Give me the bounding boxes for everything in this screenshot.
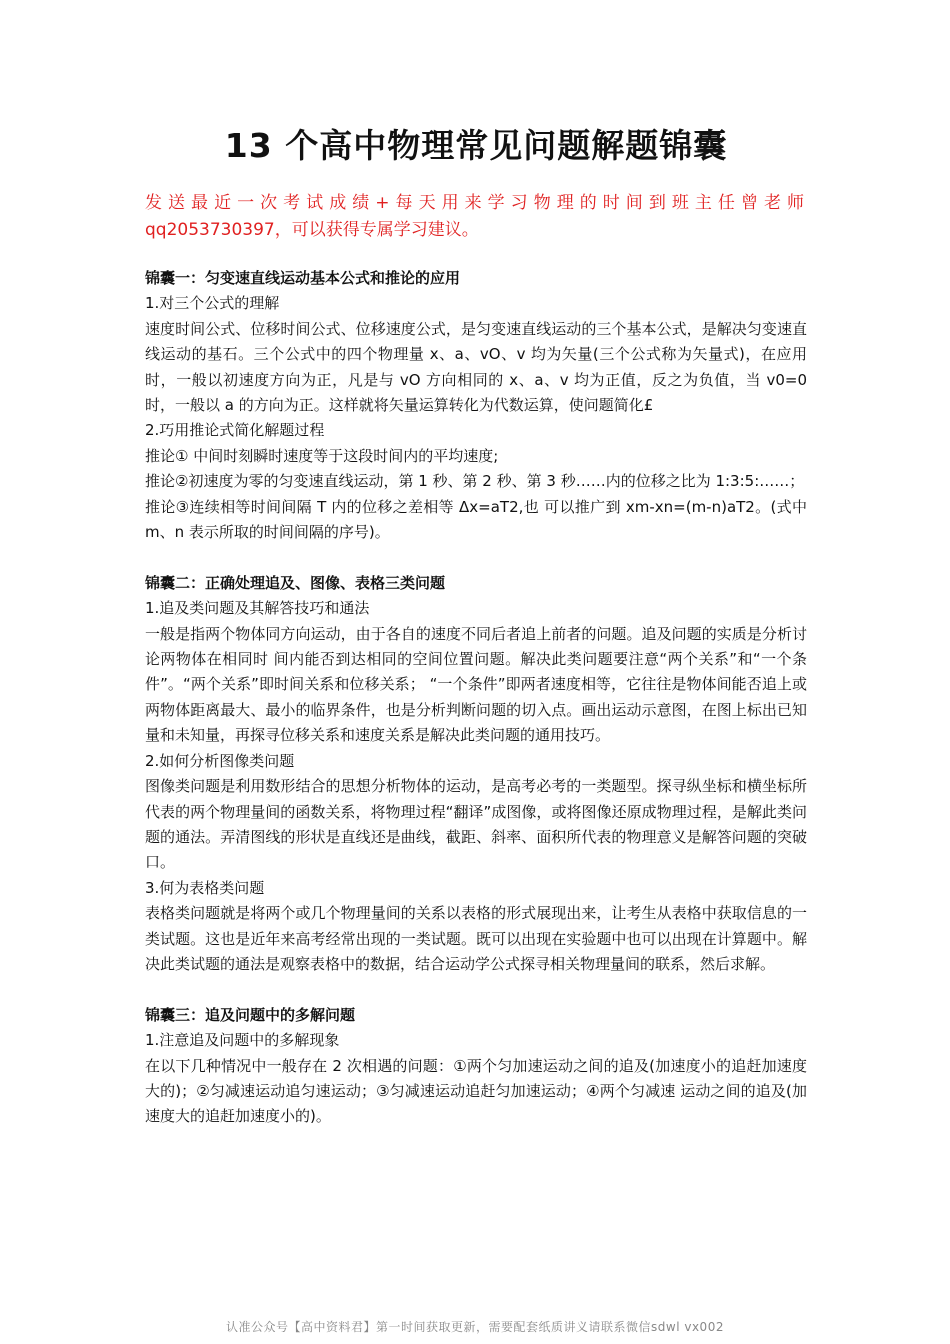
section3-para1: 在以下几种情况中一般存在 2 次相遇的问题：①两个匀加速运动之间的追及(加速度小的追赶加速度大的)；②匀减速运动追匀速运动；③匀减速运动追赶匀加速运动；④两个匀减速 运动之间的追及(加速度大的追赶加速度小的)。 <box>145 1056 807 1126</box>
notice-line-1: 发送最近一次考试成绩+每天用来学习物理的时间到班主任曾老师 <box>145 193 807 213</box>
section1-para1: 速度时间公式、位移时间公式、位移速度公式，是匀变速直线运动的三个基本公式，是解决匀变速直线运动的基石。三个公式中的四个物理量 x、a、vO、v 均为矢量(三个公式称为矢量式)，在应用时，一般以初速度方向为正，凡是与 vO 方向相同的 x、a、v 均为正值，反之为负值，当 v0=0 时，一般以 a 的方向为正。这样就将矢量运算转化为代数运算，使问题简化£ <box>145 319 807 415</box>
section3-heading: 锦囊三：追及问题中的多解问题 <box>145 1005 356 1024</box>
section2-sub3: 3.何为表格类问题 <box>145 878 265 897</box>
section2-sub2: 2.如何分析图像类问题 <box>145 751 295 770</box>
document-body <box>145 266 807 1130</box>
section1-infer3: 推论③连续相等时间间隔 T 内的位移之差相等 Δx=aT2,也 可以推广到 xm-xn=(m-n)aT2。(式中 m、n 表示所取的时间间隔的序号)。 <box>145 497 807 542</box>
section2-para2: 图像类问题是利用数形结合的思想分析物体的运动，是高考必考的一类题型。探寻纵坐标和横坐标所代表的两个物理量间的函数关系，将物理过程“翻译”成图像，或将图像还原成物理过程，是解此类问题的通法。弄清图线的形状是直线还是曲线，截距、斜率、面积所代表的物理意义是解答问题的突破口。 <box>145 777 807 872</box>
notice-line-2: qq2053730397，可以获得专属学习建议。 <box>145 220 479 240</box>
document-title: 13 个高中物理常见问题解题锦囊 <box>224 126 728 165</box>
page-footer: 认准公众号【高中资料君】第一时间获取更新，需要配套纸质讲义请联系微信sdwl vx002 <box>226 1320 724 1334</box>
spacer <box>145 545 807 570</box>
section2-para1: 一般是指两个物体同方向运动，由于各自的速度不同后者追上前者的问题。追及问题的实质是分析讨论两物体在相同时 间内能否到达相同的空间位置问题。解决此类问题要注意“两个关系”和“一个条件”。“两个关系”即时间关系和位移关系； “一个条件”即两者速度相等，它往往是物体间能否追上或两物体距离最大、最小的临界条件，也是分析判断问题的切入点。画出运动示意图，在图上标出已知量和未知量，再探寻位移关系和速度关系是解决此类问题的通用技巧。 <box>145 624 807 745</box>
section1-infer1: 推论① 中间时刻瞬时速度等于这段时间内的平均速度; <box>145 446 499 465</box>
section2-heading: 锦囊二：正确处理追及、图像、表格三类问题 <box>145 573 446 592</box>
section3-sub1: 1.注意追及问题中的多解现象 <box>145 1031 340 1050</box>
section1-heading: 锦囊一：匀变速直线运动基本公式和推论的应用 <box>145 269 461 287</box>
section2-sub1: 1.追及类问题及其解答技巧和通法 <box>145 599 370 618</box>
section2-para3: 表格类问题就是将两个或几个物理量间的关系以表格的形式展现出来，让考生从表格中获取信息的一类试题。这也是近年来高考经常出现的一类试题。既可以出现在实验题中也可以出现在计算题中。解决此类试题的通法是观察表格中的数据，结合运动学公式探寻相关物理量间的联系，然后求解。 <box>145 904 807 973</box>
contact-notice <box>145 190 807 244</box>
spacer <box>145 977 807 1002</box>
section1-infer2: 推论②初速度为零的匀变速直线运动，第 1 秒、第 2 秒、第 3 秒……内的位移之比为 1:3:5:……； <box>145 472 805 491</box>
section1-sub2: 2.巧用推论式简化解题过程 <box>145 421 325 440</box>
section1-sub1: 1.对三个公式的理解 <box>145 294 280 313</box>
